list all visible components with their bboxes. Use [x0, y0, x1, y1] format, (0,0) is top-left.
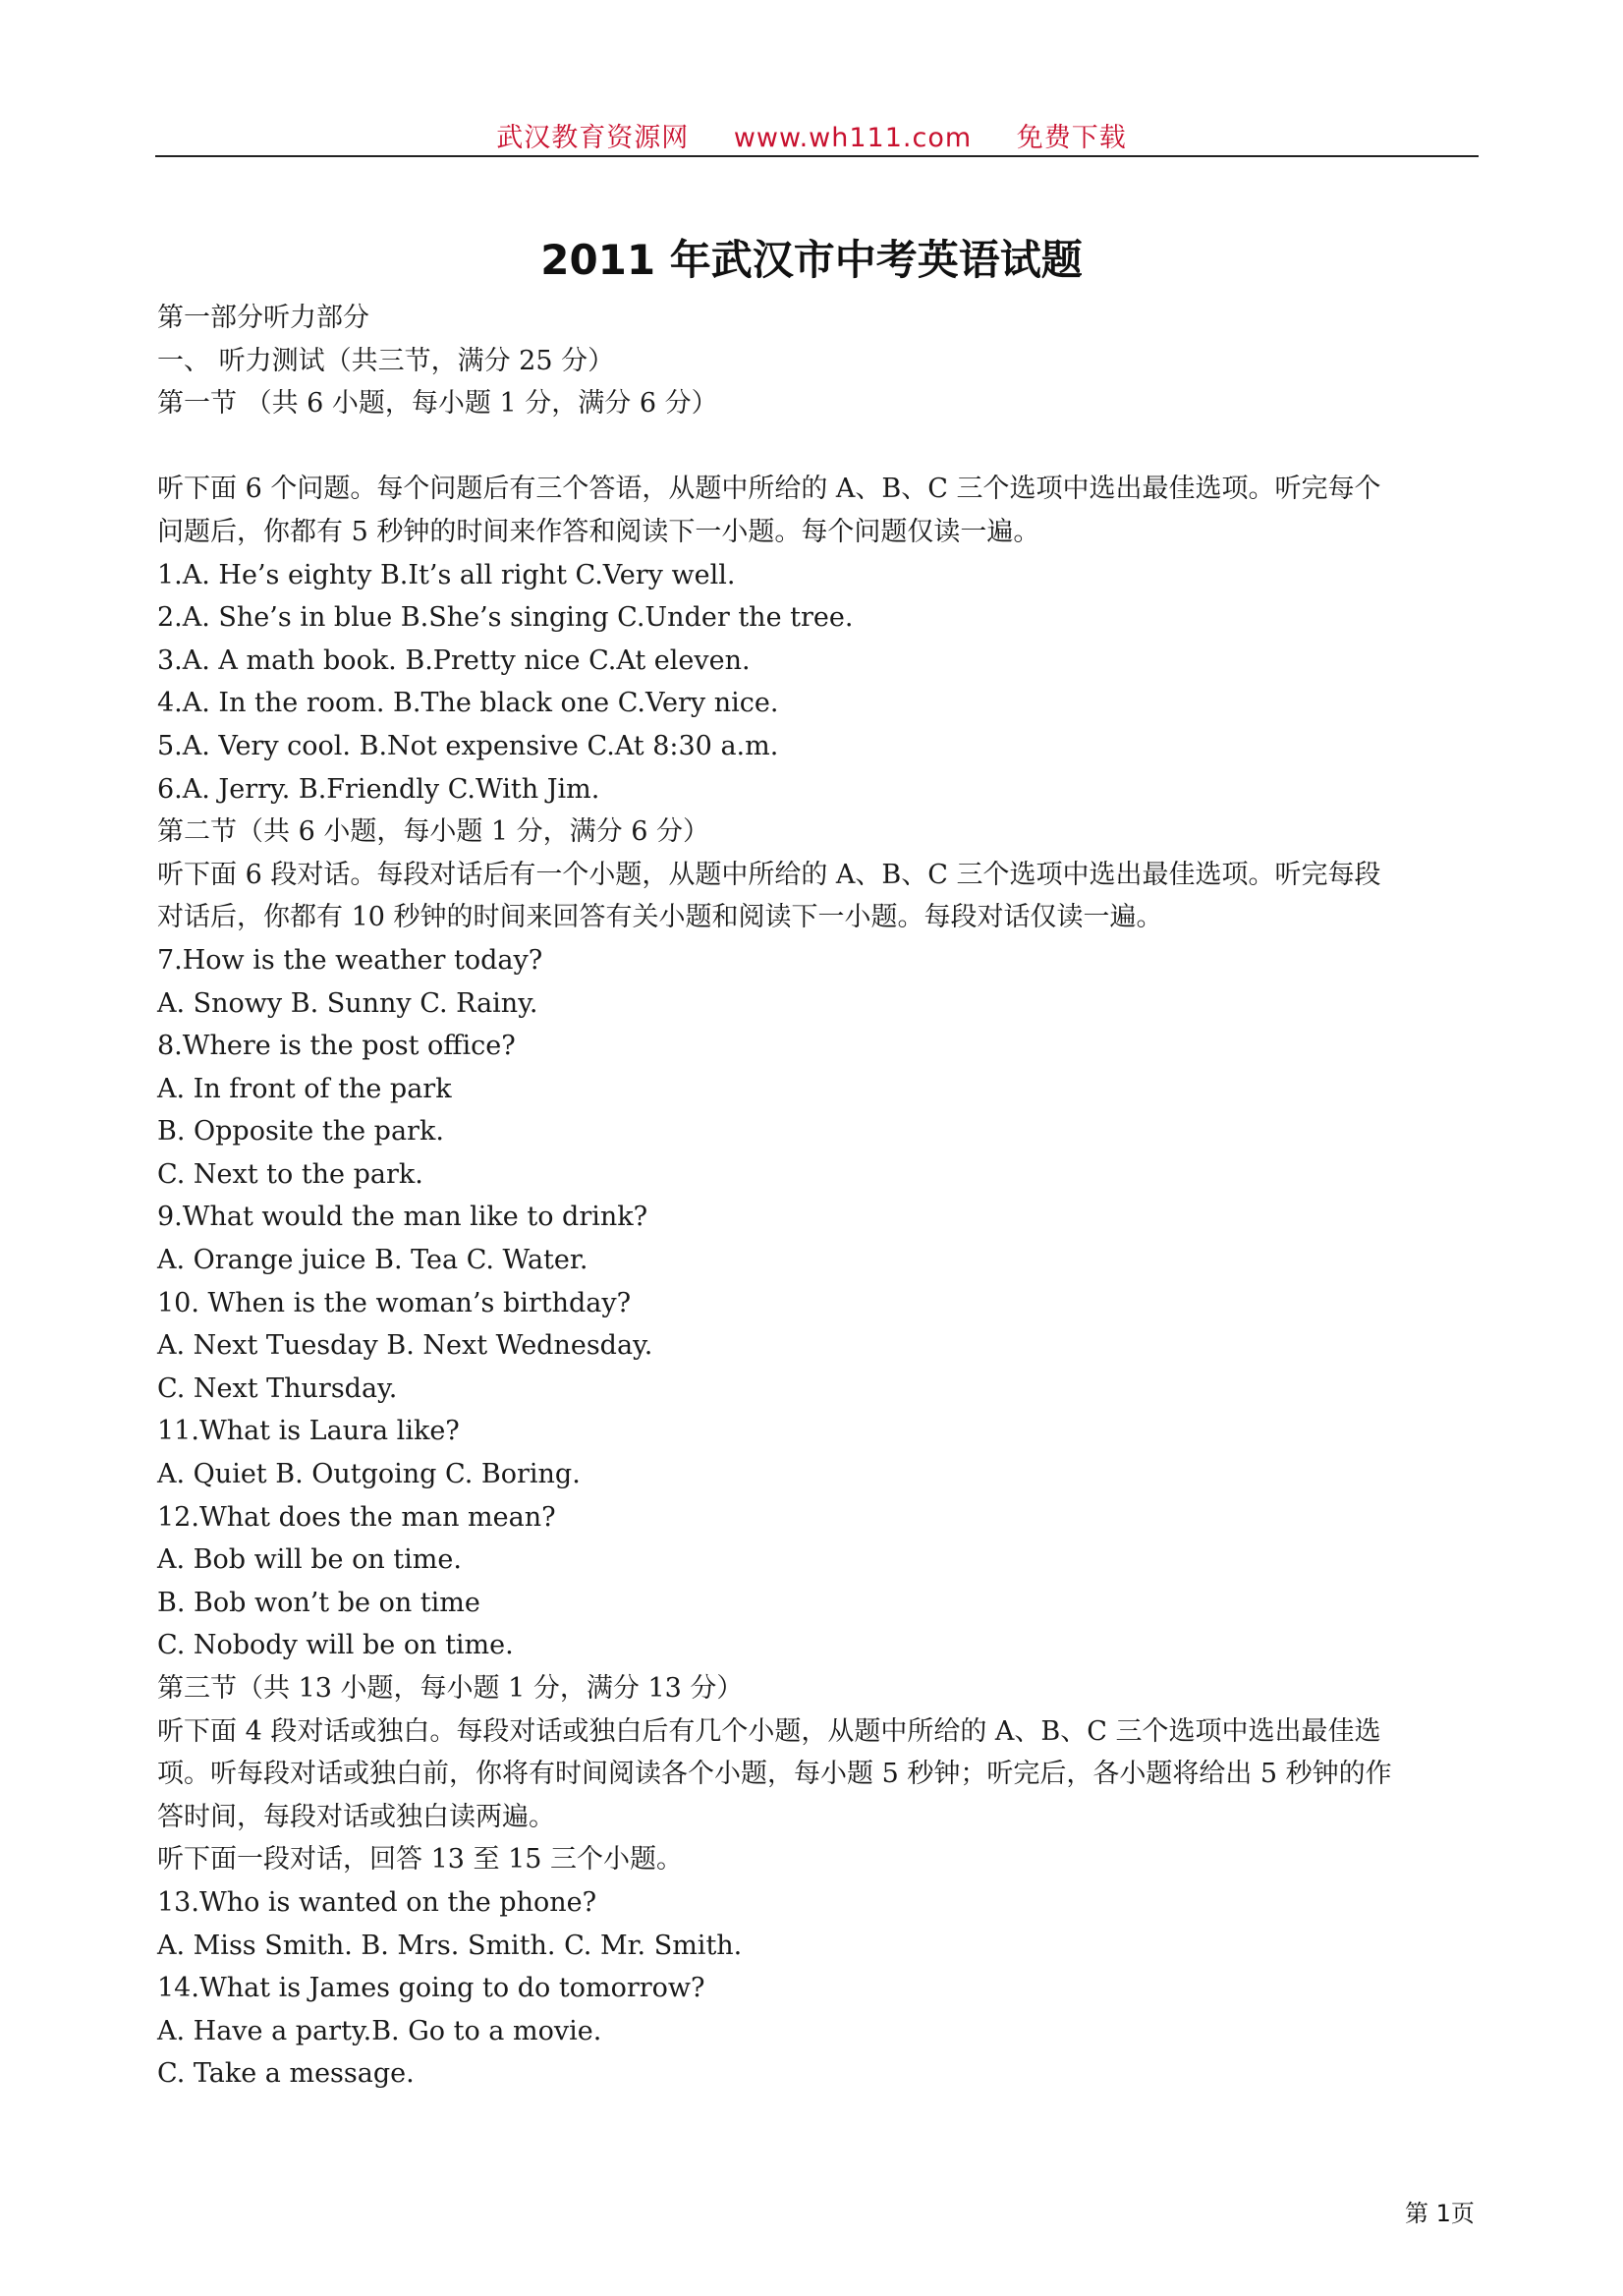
text-line: 对话后，你都有 10 秒钟的时间来回答有关小题和阅读下一小题。每段对话仅读一遍。: [157, 902, 1163, 933]
page-number: 第 1页: [1405, 2200, 1475, 2227]
text-line: C. Take a message.: [157, 2058, 415, 2090]
text-line: 听下面 4 段对话或独白。每段对话或独白后有几个小题，从题中所给的 A、B、C 三个选项中选出最佳选: [157, 1715, 1381, 1747]
text-line: 4.A. In the room. B.The black one C.Very nice.: [157, 688, 779, 719]
text-line: A. Quiet B. Outgoing C. Boring.: [157, 1459, 581, 1490]
text-line: 10. When is the woman’s birthday?: [157, 1287, 632, 1318]
text-line: 第二节（共 6 小题，每小题 1 分，满分 6 分）: [157, 816, 710, 848]
header-divider: [155, 155, 1479, 157]
text-line: 9.What would the man like to drink?: [157, 1202, 648, 1233]
blank-line: [157, 425, 1479, 469]
text-line: 5.A. Very cool. B.Not expensive C.At 8:30 a.m.: [157, 730, 779, 761]
header-download[interactable]: 免费下载: [1016, 123, 1127, 153]
text-line: C. Next to the park.: [157, 1158, 423, 1190]
text-line: 2.A. She’s in blue B.She’s singing C.Under the tree.: [157, 602, 854, 634]
text-line: 第一部分听力部分: [157, 303, 369, 333]
text-line: B. Opposite the park.: [157, 1116, 444, 1148]
text-line: 听下面 6 个问题。每个问题后有三个答语，从题中所给的 A、B、C 三个选项中选出最佳选项。听完每个: [157, 474, 1381, 505]
text-line: 8.Where is the post office?: [157, 1031, 516, 1062]
text-line: 答时间，每段对话或独白读两遍。: [157, 1801, 555, 1832]
text-line: A. Bob will be on time.: [157, 1544, 462, 1576]
text-line: 7.How is the weather today?: [157, 944, 543, 976]
text-line: 问题后，你都有 5 秒钟的时间来作答和阅读下一小题。每个问题仅读一遍。: [157, 516, 1040, 547]
header-site-name: 武汉教育资源网: [496, 123, 690, 153]
text-line: A. Miss Smith. B. Mrs. Smith. C. Mr. Smith.: [157, 1930, 743, 1961]
text-line: 3.A. A math book. B.Pretty nice C.At eleven.: [157, 644, 751, 676]
header-site-url[interactable]: www.wh111.com: [733, 123, 973, 153]
page-header: [0, 116, 1623, 154]
text-line: 13.Who is wanted on the phone?: [157, 1886, 597, 1918]
document-title: 2011 年武汉市中考英语试题: [540, 236, 1083, 284]
text-line: 一、 听力测试（共三节，满分 25 分）: [157, 345, 615, 376]
text-line: 听下面 6 段对话。每段对话后有一个小题，从题中所给的 A、B、C 三个选项中选出最佳选项。听完每段: [157, 859, 1381, 890]
text-line: 项。听每段对话或独白前，你将有时间阅读各个小题，每小题 5 秒钟；听完后，各小题将给出 5 秒钟的作: [157, 1759, 1392, 1790]
text-line: C. Next Thursday.: [157, 1372, 398, 1404]
text-line: A. Next Tuesday B. Next Wednesday.: [157, 1330, 653, 1362]
text-line: A. Orange juice B. Tea C. Water.: [157, 1245, 588, 1276]
text-line: A. In front of the park: [157, 1073, 452, 1104]
document-body: [157, 297, 1479, 2096]
text-line: 6.A. Jerry. B.Friendly C.With Jim.: [157, 773, 600, 805]
text-line: 12.What does the man mean?: [157, 1501, 556, 1533]
text-line: 听下面一段对话，回答 13 至 15 三个小题。: [157, 1844, 684, 1876]
text-line: 第一节 （共 6 小题，每小题 1 分，满分 6 分）: [157, 388, 718, 420]
text-line: A. Snowy B. Sunny C. Rainy.: [157, 987, 538, 1019]
text-line: C. Nobody will be on time.: [157, 1630, 514, 1661]
text-line: 1.A. He’s eighty B.It’s all right C.Very well.: [157, 559, 736, 590]
text-line: A. Have a party.B. Go to a movie.: [157, 2015, 602, 2046]
text-line: 11.What is Laura like?: [157, 1416, 460, 1447]
text-line: B. Bob won’t be on time: [157, 1587, 480, 1618]
text-line: 14.What is James going to do tomorrow?: [157, 1973, 705, 2004]
text-line: 第三节（共 13 小题，每小题 1 分，满分 13 分）: [157, 1673, 744, 1704]
